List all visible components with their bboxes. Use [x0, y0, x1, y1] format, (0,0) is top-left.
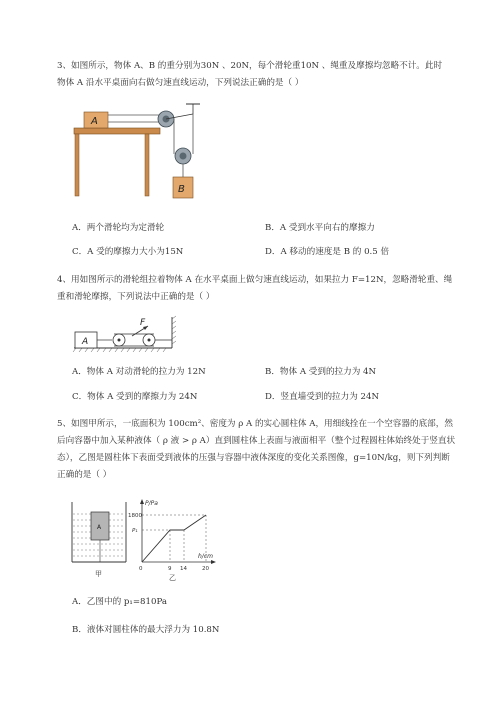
figure-caption-yi: 乙: [169, 574, 176, 582]
q5-option-a: A．乙图中的 p₁=810Pa: [72, 597, 167, 607]
x-tick-9: 9: [168, 566, 172, 572]
q3-pulley-figure: [72, 102, 202, 202]
q5-container-figure: [68, 500, 130, 582]
figure-caption-jia: 甲: [95, 570, 102, 578]
y-tick-p1: P₁: [132, 528, 138, 534]
q4-option-c: C．物体 A 受到的摩擦力为 24N: [72, 392, 198, 402]
q5-option-b: B．液体对圆柱体的最大浮力为 10.8N: [72, 625, 220, 635]
q3-option-b: B．A 受到水平向右的摩擦力: [265, 223, 375, 233]
table-leg-right: [145, 134, 149, 196]
table-top: [74, 128, 160, 134]
x-tick-14: 14: [180, 566, 187, 572]
q4-option-a: A．物体 A 对动滑轮的拉力为 12N: [72, 367, 206, 377]
pressure-line: [142, 515, 206, 562]
q5-text-line4: 正确的是（ ）: [57, 470, 112, 480]
q4-text-line1: 4、用如图所示的滑轮组拉着物体 A 在水平桌面上做匀速直线运动，如果拉力 F=12N，忽略滑轮重、绳: [57, 275, 453, 285]
table-leg-left: [75, 134, 79, 196]
q3-text-line2: 物体 A 沿水平桌面向右做匀速直线运动，下列说法正确的是（ ）: [57, 78, 304, 88]
block-a-label: A: [91, 116, 98, 127]
q4-option-b: B．物体 A 受到的拉力为 4N: [265, 367, 377, 377]
block-a-label: A: [82, 337, 89, 347]
y-tick-1800: 1800: [128, 513, 142, 519]
q3-option-c: C．A 受的摩擦力大小为15N: [72, 247, 184, 257]
q3-text-line1: 3、如图所示，物体 A、B 的重分别为30N 、20N，每个滑轮重10N 、绳重及摩擦均忽略不计。此时: [57, 61, 443, 71]
q5-pressure-graph: [128, 496, 220, 584]
x-axis-label: h/cm: [198, 553, 213, 560]
q4-option-d: D．竖直墙受到的拉力为 24N: [265, 392, 380, 402]
q5-text-line1: 5、如图甲所示，一底面积为 100cm²、密度为 ρ A 的实心圆柱体 A，用细线拴在一个空容器的底部，然: [57, 419, 453, 429]
q3-option-a: A．两个滑轮均为定滑轮: [72, 223, 165, 233]
q4-text-line2: 重和滑轮摩擦，下列说法中正确的是（ ）: [57, 292, 215, 302]
q3-option-d: D．A 移动的速度是 B 的 0.5 倍: [265, 247, 390, 257]
cylinder-a-label: A: [97, 524, 102, 531]
x-tick-0: 0: [139, 566, 143, 572]
force-f-label: F: [140, 318, 146, 328]
q5-text-line2: 后向容器中加入某种液体（ ρ 液 > ρ A）直到圆柱体上表面与液面相平（整个过程圆柱体始终处于竖直状: [57, 436, 456, 446]
q5-text-line3: 态），乙图是圆柱体下表面受到液体的压强与容器中液体深度的变化关系图像，g=10N/kg，则下列判断: [57, 453, 450, 463]
block-b-label: B: [178, 184, 185, 195]
q4-pulley-figure: [72, 315, 180, 355]
y-axis-label: P/Pa: [145, 500, 158, 507]
x-tick-20: 20: [202, 566, 209, 572]
